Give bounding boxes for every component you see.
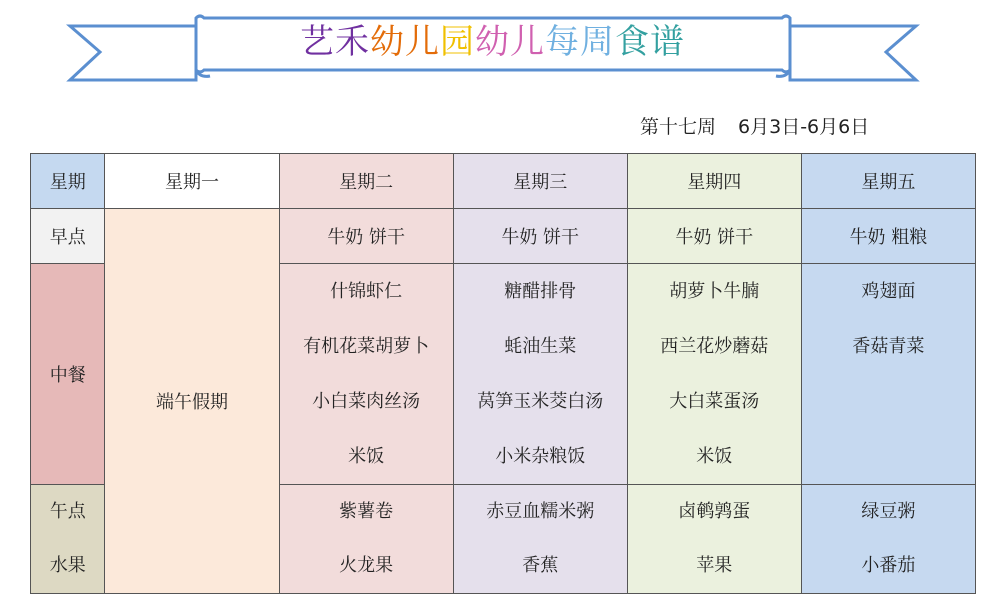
snack-item: 赤豆血糯米粥 [486, 501, 595, 522]
fruit-item: 小番茄 [861, 555, 916, 576]
lunch-dish [802, 374, 975, 429]
monday-holiday-cell: 端午假期 [105, 209, 279, 594]
fruit-item: 苹果 [696, 555, 733, 576]
fruit-item: 火龙果 [339, 555, 394, 576]
lunch-dish: 有机花菜胡萝卜 [303, 336, 430, 357]
header-row [31, 154, 976, 209]
wednesday-snack-fruit [453, 485, 627, 594]
title-char: 食 [615, 22, 650, 62]
friday-breakfast: 牛奶 粗粮 [801, 209, 975, 264]
title-char: 谱 [650, 22, 685, 62]
fruit-item: 香蕉 [522, 555, 559, 576]
thursday-lunch [627, 264, 801, 485]
day-header-monday: 星期一 [105, 154, 279, 209]
lunch-dish: 米饭 [348, 446, 385, 467]
day-header-friday: 星期五 [801, 154, 975, 209]
week-dates: 6月3日-6月6日 [738, 116, 870, 138]
wednesday-breakfast: 牛奶 饼干 [453, 209, 627, 264]
row-label-snack: 午点 [49, 501, 86, 522]
lunch-dish: 香菇青菜 [852, 336, 925, 357]
snack-item: 绿豆粥 [861, 501, 916, 522]
row-label-snack-fruit [31, 485, 105, 594]
menu-title [200, 16, 785, 68]
title-char: 幼 [475, 22, 510, 62]
title-char: 禾 [335, 22, 370, 62]
lunch-dish: 西兰花炒蘑菇 [660, 336, 769, 357]
lunch-dish: 米饭 [696, 446, 733, 467]
day-header-thursday: 星期四 [627, 154, 801, 209]
title-banner [0, 0, 997, 100]
header-label: 星期 [31, 154, 105, 209]
lunch-dish: 莴笋玉米茭白汤 [477, 391, 604, 412]
row-label-breakfast: 早点 [31, 209, 105, 264]
breakfast-row [31, 209, 976, 264]
row-label-fruit: 水果 [49, 555, 86, 576]
tuesday-lunch [279, 264, 453, 485]
title-char: 园 [440, 22, 475, 62]
lunch-dish: 小米杂粮饭 [495, 446, 586, 467]
snack-item: 卤鹌鹑蛋 [678, 501, 751, 522]
friday-lunch [801, 264, 975, 485]
title-char: 周 [580, 22, 615, 62]
row-label-lunch: 中餐 [31, 264, 105, 485]
lunch-dish: 蚝油生菜 [504, 336, 577, 357]
lunch-dish: 大白菜蛋汤 [669, 391, 760, 412]
day-header-wednesday: 星期三 [453, 154, 627, 209]
title-char: 儿 [405, 22, 440, 62]
ribbon-left-tail [70, 26, 196, 80]
lunch-dish: 什锦虾仁 [330, 281, 403, 302]
friday-snack-fruit [801, 485, 975, 594]
weekly-menu-table [30, 153, 976, 594]
lunch-dish: 鸡翅面 [861, 281, 916, 302]
title-char: 艺 [300, 22, 335, 62]
thursday-snack-fruit [627, 485, 801, 594]
snack-item: 紫薯卷 [339, 501, 394, 522]
wednesday-lunch [453, 264, 627, 485]
tuesday-snack-fruit [279, 485, 453, 594]
tuesday-breakfast: 牛奶 饼干 [279, 209, 453, 264]
title-char: 儿 [510, 22, 545, 62]
week-label: 第十七周 [640, 116, 717, 138]
thursday-breakfast: 牛奶 饼干 [627, 209, 801, 264]
week-info [640, 112, 960, 142]
title-char: 每 [545, 22, 580, 62]
lunch-dish: 胡萝卜牛腩 [669, 281, 760, 302]
lunch-dish [802, 429, 975, 484]
lunch-dish: 小白菜肉丝汤 [312, 391, 421, 412]
lunch-dish: 糖醋排骨 [504, 281, 577, 302]
day-header-tuesday: 星期二 [279, 154, 453, 209]
title-char: 幼 [370, 22, 405, 62]
ribbon-right-tail [790, 26, 916, 80]
